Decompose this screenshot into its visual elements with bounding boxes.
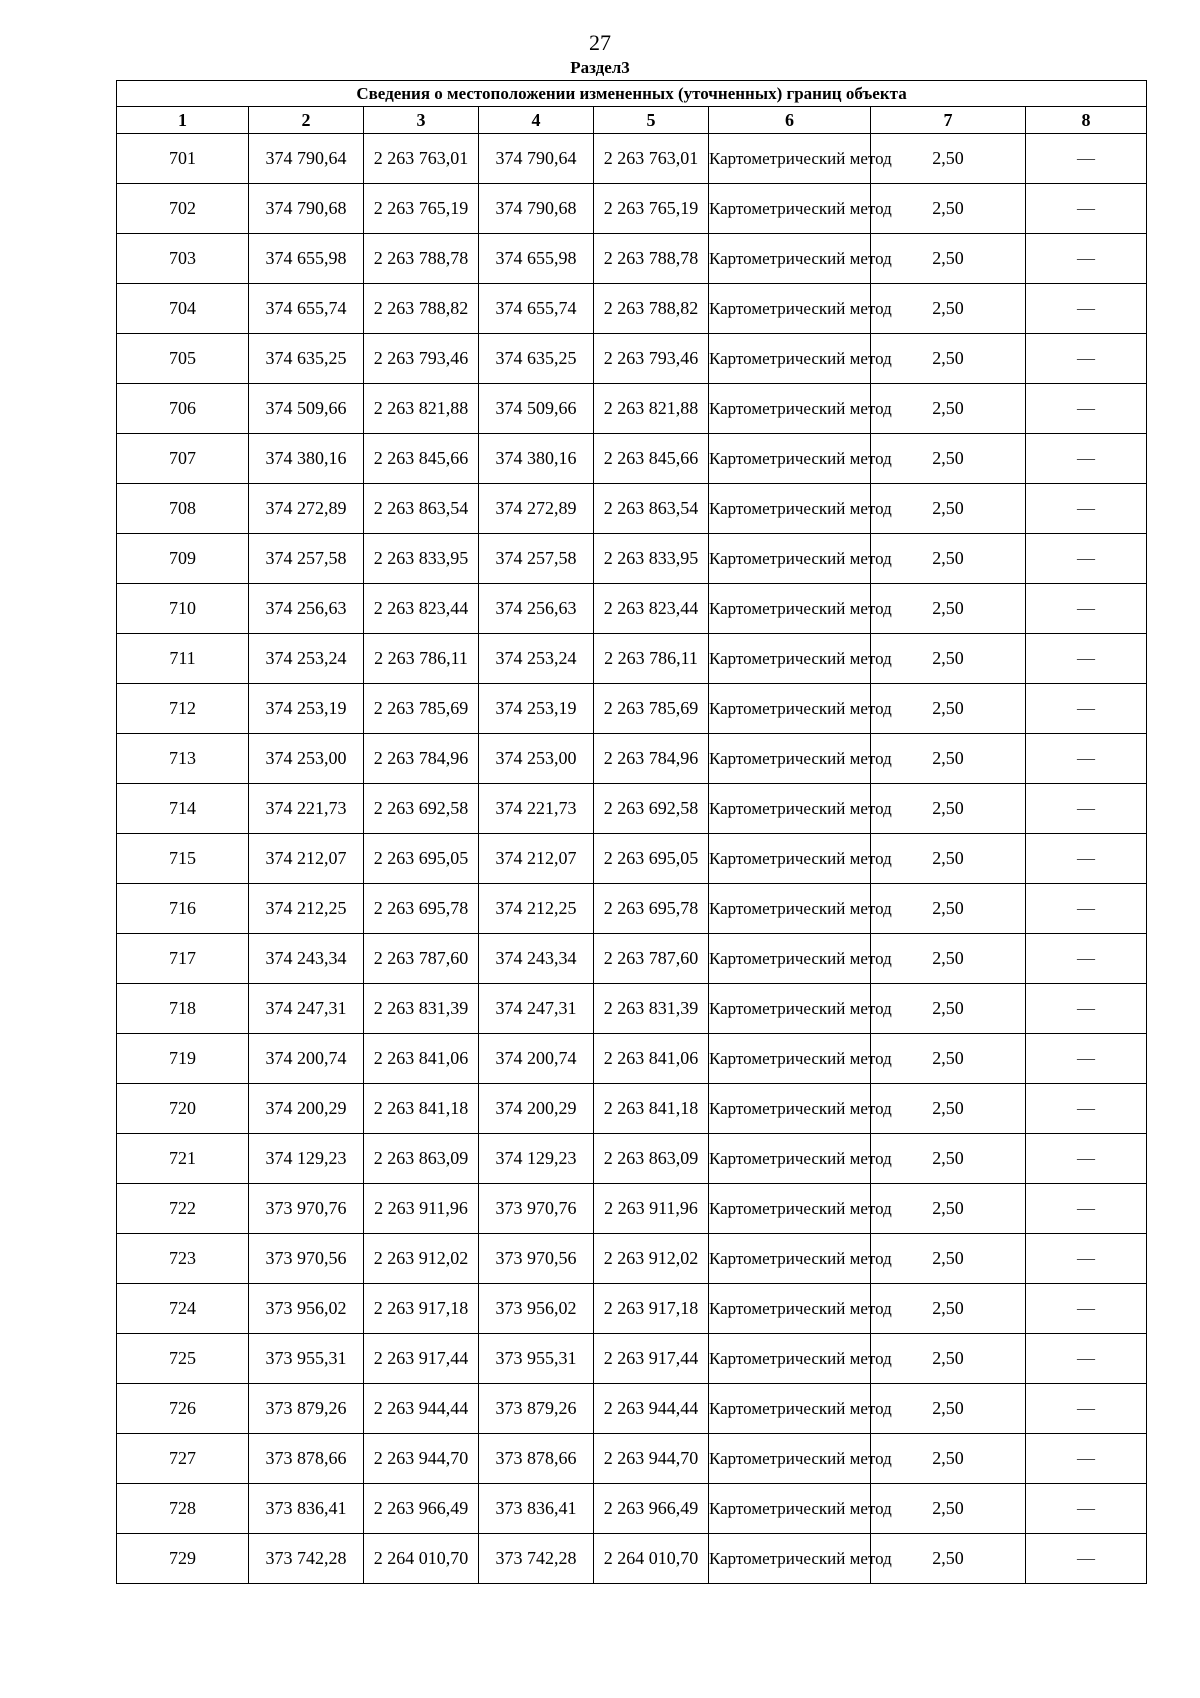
y-existing-cell: 2 263 863,54 [364, 484, 479, 534]
x-existing-cell: 373 970,56 [249, 1234, 364, 1284]
y-refined-cell: 2 263 787,60 [594, 934, 709, 984]
x-existing-cell: 374 243,34 [249, 934, 364, 984]
y-existing-cell: 2 263 845,66 [364, 434, 479, 484]
note-cell: — [1026, 284, 1147, 334]
accuracy-cell: 2,50 [871, 1384, 1026, 1434]
point-number-cell: 725 [117, 1334, 249, 1384]
note-cell: — [1026, 334, 1147, 384]
point-number-cell: 723 [117, 1234, 249, 1284]
method-cell: Картометрический метод [709, 534, 871, 584]
x-existing-cell: 374 635,25 [249, 334, 364, 384]
note-cell: — [1026, 234, 1147, 284]
y-refined-cell: 2 263 841,18 [594, 1084, 709, 1134]
accuracy-cell: 2,50 [871, 1284, 1026, 1334]
accuracy-cell: 2,50 [871, 984, 1026, 1034]
x-refined-cell: 374 256,63 [479, 584, 594, 634]
x-refined-cell: 374 655,98 [479, 234, 594, 284]
y-existing-cell: 2 263 786,11 [364, 634, 479, 684]
coordinates-table [116, 80, 1147, 1584]
x-refined-cell: 373 970,56 [479, 1234, 594, 1284]
table-row [117, 934, 1147, 984]
point-number-cell: 713 [117, 734, 249, 784]
x-existing-cell: 374 212,07 [249, 834, 364, 884]
x-existing-cell: 374 256,63 [249, 584, 364, 634]
accuracy-cell: 2,50 [871, 1034, 1026, 1084]
y-existing-cell: 2 263 841,06 [364, 1034, 479, 1084]
x-refined-cell: 374 635,25 [479, 334, 594, 384]
point-number-cell: 711 [117, 634, 249, 684]
x-refined-cell: 374 212,07 [479, 834, 594, 884]
table-row [117, 1034, 1147, 1084]
y-existing-cell: 2 263 788,82 [364, 284, 479, 334]
note-cell: — [1026, 784, 1147, 834]
x-existing-cell: 374 253,00 [249, 734, 364, 784]
table-row [117, 1134, 1147, 1184]
x-existing-cell: 374 655,98 [249, 234, 364, 284]
accuracy-cell: 2,50 [871, 784, 1026, 834]
accuracy-cell: 2,50 [871, 834, 1026, 884]
y-existing-cell: 2 263 784,96 [364, 734, 479, 784]
x-refined-cell: 373 836,41 [479, 1484, 594, 1534]
method-cell: Картометрический метод [709, 284, 871, 334]
note-cell: — [1026, 384, 1147, 434]
table-row [117, 384, 1147, 434]
x-refined-cell: 374 790,68 [479, 184, 594, 234]
point-number-cell: 728 [117, 1484, 249, 1534]
table-row [117, 734, 1147, 784]
note-cell: — [1026, 934, 1147, 984]
x-existing-cell: 374 221,73 [249, 784, 364, 834]
accuracy-cell: 2,50 [871, 1234, 1026, 1284]
y-refined-cell: 2 263 863,54 [594, 484, 709, 534]
point-number-cell: 724 [117, 1284, 249, 1334]
method-cell: Картометрический метод [709, 434, 871, 484]
x-refined-cell: 374 253,19 [479, 684, 594, 734]
accuracy-cell: 2,50 [871, 384, 1026, 434]
method-cell: Картометрический метод [709, 1234, 871, 1284]
table-row [117, 1534, 1147, 1584]
y-existing-cell: 2 263 966,49 [364, 1484, 479, 1534]
method-cell: Картометрический метод [709, 584, 871, 634]
table-row [117, 134, 1147, 184]
point-number-cell: 712 [117, 684, 249, 734]
x-existing-cell: 374 212,25 [249, 884, 364, 934]
y-refined-cell: 2 263 785,69 [594, 684, 709, 734]
method-cell: Картометрический метод [709, 934, 871, 984]
column-number: 2 [249, 107, 364, 134]
x-refined-cell: 374 790,64 [479, 134, 594, 184]
x-refined-cell: 374 247,31 [479, 984, 594, 1034]
y-refined-cell: 2 263 911,96 [594, 1184, 709, 1234]
x-existing-cell: 374 247,31 [249, 984, 364, 1034]
method-cell: Картометрический метод [709, 1534, 871, 1584]
y-refined-cell: 2 263 695,78 [594, 884, 709, 934]
point-number-cell: 714 [117, 784, 249, 834]
method-cell: Картометрический метод [709, 1484, 871, 1534]
method-cell: Картометрический метод [709, 734, 871, 784]
x-refined-cell: 374 200,74 [479, 1034, 594, 1084]
y-refined-cell: 2 263 944,44 [594, 1384, 709, 1434]
table-caption: Сведения о местоположении измененных (уточненных) границ объекта [117, 81, 1147, 107]
y-existing-cell: 2 263 787,60 [364, 934, 479, 984]
point-number-cell: 701 [117, 134, 249, 184]
column-number: 7 [871, 107, 1026, 134]
x-refined-cell: 374 380,16 [479, 434, 594, 484]
column-number: 3 [364, 107, 479, 134]
point-number-cell: 726 [117, 1384, 249, 1434]
method-cell: Картометрический метод [709, 484, 871, 534]
table-row [117, 234, 1147, 284]
x-existing-cell: 374 655,74 [249, 284, 364, 334]
method-cell: Картометрический метод [709, 784, 871, 834]
column-number: 8 [1026, 107, 1147, 134]
y-existing-cell: 2 263 917,44 [364, 1334, 479, 1384]
y-refined-cell: 2 263 821,88 [594, 384, 709, 434]
point-number-cell: 718 [117, 984, 249, 1034]
point-number-cell: 703 [117, 234, 249, 284]
x-existing-cell: 373 879,26 [249, 1384, 364, 1434]
method-cell: Картометрический метод [709, 134, 871, 184]
note-cell: — [1026, 1534, 1147, 1584]
point-number-cell: 721 [117, 1134, 249, 1184]
accuracy-cell: 2,50 [871, 734, 1026, 784]
y-existing-cell: 2 263 944,44 [364, 1384, 479, 1434]
y-refined-cell: 2 263 841,06 [594, 1034, 709, 1084]
method-cell: Картометрический метод [709, 634, 871, 684]
point-number-cell: 704 [117, 284, 249, 334]
x-refined-cell: 374 509,66 [479, 384, 594, 434]
table-row [117, 784, 1147, 834]
x-refined-cell: 374 129,23 [479, 1134, 594, 1184]
x-existing-cell: 374 790,64 [249, 134, 364, 184]
accuracy-cell: 2,50 [871, 184, 1026, 234]
accuracy-cell: 2,50 [871, 634, 1026, 684]
note-cell: — [1026, 1234, 1147, 1284]
table-row [117, 484, 1147, 534]
method-cell: Картометрический метод [709, 684, 871, 734]
x-existing-cell: 373 955,31 [249, 1334, 364, 1384]
accuracy-cell: 2,50 [871, 284, 1026, 334]
method-cell: Картометрический метод [709, 834, 871, 884]
method-cell: Картометрический метод [709, 184, 871, 234]
table-row [117, 1334, 1147, 1384]
note-cell: — [1026, 1434, 1147, 1484]
x-existing-cell: 374 380,16 [249, 434, 364, 484]
note-cell: — [1026, 1084, 1147, 1134]
x-refined-cell: 373 879,26 [479, 1384, 594, 1434]
note-cell: — [1026, 884, 1147, 934]
point-number-cell: 709 [117, 534, 249, 584]
y-refined-cell: 2 263 788,78 [594, 234, 709, 284]
section-title: Раздел3 [570, 58, 630, 77]
method-cell: Картометрический метод [709, 1084, 871, 1134]
x-refined-cell: 374 253,24 [479, 634, 594, 684]
accuracy-cell: 2,50 [871, 1434, 1026, 1484]
y-refined-cell: 2 263 912,02 [594, 1234, 709, 1284]
x-refined-cell: 374 257,58 [479, 534, 594, 584]
accuracy-cell: 2,50 [871, 1484, 1026, 1534]
column-number-row [117, 107, 1147, 134]
table-row [117, 284, 1147, 334]
table-row [117, 1384, 1147, 1434]
column-number: 5 [594, 107, 709, 134]
page-number: 27 [589, 30, 611, 55]
y-existing-cell: 2 263 841,18 [364, 1084, 479, 1134]
table-row [117, 1184, 1147, 1234]
method-cell: Картометрический метод [709, 1034, 871, 1084]
y-existing-cell: 2 263 833,95 [364, 534, 479, 584]
note-cell: — [1026, 984, 1147, 1034]
y-existing-cell: 2 263 831,39 [364, 984, 479, 1034]
y-existing-cell: 2 263 863,09 [364, 1134, 479, 1184]
point-number-cell: 720 [117, 1084, 249, 1134]
note-cell: — [1026, 184, 1147, 234]
x-refined-cell: 374 221,73 [479, 784, 594, 834]
y-refined-cell: 2 263 966,49 [594, 1484, 709, 1534]
table-row [117, 1434, 1147, 1484]
x-existing-cell: 374 257,58 [249, 534, 364, 584]
y-refined-cell: 2 263 784,96 [594, 734, 709, 784]
point-number-cell: 717 [117, 934, 249, 984]
y-refined-cell: 2 263 793,46 [594, 334, 709, 384]
y-refined-cell: 2 264 010,70 [594, 1534, 709, 1584]
y-refined-cell: 2 263 763,01 [594, 134, 709, 184]
x-refined-cell: 373 970,76 [479, 1184, 594, 1234]
x-existing-cell: 374 253,19 [249, 684, 364, 734]
point-number-cell: 715 [117, 834, 249, 884]
point-number-cell: 702 [117, 184, 249, 234]
table-row [117, 434, 1147, 484]
table-row [117, 984, 1147, 1034]
x-refined-cell: 373 878,66 [479, 1434, 594, 1484]
x-existing-cell: 373 956,02 [249, 1284, 364, 1334]
accuracy-cell: 2,50 [871, 1084, 1026, 1134]
table-row [117, 834, 1147, 884]
accuracy-cell: 2,50 [871, 1184, 1026, 1234]
point-number-cell: 719 [117, 1034, 249, 1084]
y-existing-cell: 2 263 788,78 [364, 234, 479, 284]
point-number-cell: 710 [117, 584, 249, 634]
x-existing-cell: 373 970,76 [249, 1184, 364, 1234]
note-cell: — [1026, 684, 1147, 734]
column-number: 6 [709, 107, 871, 134]
accuracy-cell: 2,50 [871, 1334, 1026, 1384]
column-number: 1 [117, 107, 249, 134]
method-cell: Картометрический метод [709, 984, 871, 1034]
note-cell: — [1026, 634, 1147, 684]
y-existing-cell: 2 263 695,05 [364, 834, 479, 884]
accuracy-cell: 2,50 [871, 484, 1026, 534]
table-row [117, 1234, 1147, 1284]
table-row [117, 884, 1147, 934]
note-cell: — [1026, 834, 1147, 884]
y-existing-cell: 2 263 695,78 [364, 884, 479, 934]
table-body [117, 134, 1147, 1584]
note-cell: — [1026, 134, 1147, 184]
method-cell: Картометрический метод [709, 1184, 871, 1234]
note-cell: — [1026, 1384, 1147, 1434]
x-refined-cell: 374 200,29 [479, 1084, 594, 1134]
note-cell: — [1026, 1184, 1147, 1234]
y-refined-cell: 2 263 917,44 [594, 1334, 709, 1384]
x-existing-cell: 374 253,24 [249, 634, 364, 684]
column-number: 4 [479, 107, 594, 134]
point-number-cell: 722 [117, 1184, 249, 1234]
note-cell: — [1026, 484, 1147, 534]
accuracy-cell: 2,50 [871, 1134, 1026, 1184]
accuracy-cell: 2,50 [871, 434, 1026, 484]
y-existing-cell: 2 263 821,88 [364, 384, 479, 434]
table-row [117, 1484, 1147, 1534]
x-existing-cell: 373 878,66 [249, 1434, 364, 1484]
y-refined-cell: 2 263 786,11 [594, 634, 709, 684]
point-number-cell: 706 [117, 384, 249, 434]
y-existing-cell: 2 263 911,96 [364, 1184, 479, 1234]
table-row [117, 584, 1147, 634]
y-existing-cell: 2 263 912,02 [364, 1234, 479, 1284]
y-existing-cell: 2 263 917,18 [364, 1284, 479, 1334]
table-caption-row [117, 81, 1147, 107]
x-refined-cell: 374 253,00 [479, 734, 594, 784]
x-refined-cell: 374 212,25 [479, 884, 594, 934]
method-cell: Картометрический метод [709, 1134, 871, 1184]
note-cell: — [1026, 1134, 1147, 1184]
accuracy-cell: 2,50 [871, 684, 1026, 734]
x-refined-cell: 373 742,28 [479, 1534, 594, 1584]
y-refined-cell: 2 263 765,19 [594, 184, 709, 234]
method-cell: Картометрический метод [709, 1284, 871, 1334]
note-cell: — [1026, 434, 1147, 484]
x-existing-cell: 374 509,66 [249, 384, 364, 434]
note-cell: — [1026, 1034, 1147, 1084]
accuracy-cell: 2,50 [871, 234, 1026, 284]
accuracy-cell: 2,50 [871, 334, 1026, 384]
point-number-cell: 727 [117, 1434, 249, 1484]
table-row [117, 534, 1147, 584]
y-refined-cell: 2 263 845,66 [594, 434, 709, 484]
point-number-cell: 705 [117, 334, 249, 384]
table-row [117, 184, 1147, 234]
y-refined-cell: 2 263 917,18 [594, 1284, 709, 1334]
accuracy-cell: 2,50 [871, 534, 1026, 584]
y-refined-cell: 2 263 695,05 [594, 834, 709, 884]
x-refined-cell: 373 956,02 [479, 1284, 594, 1334]
y-refined-cell: 2 263 833,95 [594, 534, 709, 584]
accuracy-cell: 2,50 [871, 1534, 1026, 1584]
table-row [117, 1084, 1147, 1134]
accuracy-cell: 2,50 [871, 134, 1026, 184]
method-cell: Картометрический метод [709, 334, 871, 384]
x-existing-cell: 373 742,28 [249, 1534, 364, 1584]
point-number-cell: 707 [117, 434, 249, 484]
table-row [117, 334, 1147, 384]
x-refined-cell: 373 955,31 [479, 1334, 594, 1384]
x-existing-cell: 374 200,29 [249, 1084, 364, 1134]
y-refined-cell: 2 263 944,70 [594, 1434, 709, 1484]
x-existing-cell: 374 129,23 [249, 1134, 364, 1184]
table-row [117, 684, 1147, 734]
method-cell: Картометрический метод [709, 1384, 871, 1434]
accuracy-cell: 2,50 [871, 934, 1026, 984]
x-refined-cell: 374 243,34 [479, 934, 594, 984]
y-existing-cell: 2 263 823,44 [364, 584, 479, 634]
point-number-cell: 729 [117, 1534, 249, 1584]
method-cell: Картометрический метод [709, 1434, 871, 1484]
y-refined-cell: 2 263 692,58 [594, 784, 709, 834]
y-existing-cell: 2 263 793,46 [364, 334, 479, 384]
note-cell: — [1026, 734, 1147, 784]
point-number-cell: 716 [117, 884, 249, 934]
y-refined-cell: 2 263 788,82 [594, 284, 709, 334]
note-cell: — [1026, 1484, 1147, 1534]
note-cell: — [1026, 584, 1147, 634]
x-existing-cell: 374 272,89 [249, 484, 364, 534]
note-cell: — [1026, 534, 1147, 584]
accuracy-cell: 2,50 [871, 884, 1026, 934]
x-refined-cell: 374 272,89 [479, 484, 594, 534]
method-cell: Картометрический метод [709, 384, 871, 434]
table-row [117, 634, 1147, 684]
point-number-cell: 708 [117, 484, 249, 534]
y-existing-cell: 2 263 765,19 [364, 184, 479, 234]
y-refined-cell: 2 263 823,44 [594, 584, 709, 634]
y-refined-cell: 2 263 863,09 [594, 1134, 709, 1184]
note-cell: — [1026, 1284, 1147, 1334]
y-existing-cell: 2 264 010,70 [364, 1534, 479, 1584]
y-existing-cell: 2 263 944,70 [364, 1434, 479, 1484]
y-existing-cell: 2 263 785,69 [364, 684, 479, 734]
table-row [117, 1284, 1147, 1334]
note-cell: — [1026, 1334, 1147, 1384]
y-existing-cell: 2 263 692,58 [364, 784, 479, 834]
x-existing-cell: 374 200,74 [249, 1034, 364, 1084]
accuracy-cell: 2,50 [871, 584, 1026, 634]
x-existing-cell: 373 836,41 [249, 1484, 364, 1534]
method-cell: Картометрический метод [709, 884, 871, 934]
y-existing-cell: 2 263 763,01 [364, 134, 479, 184]
y-refined-cell: 2 263 831,39 [594, 984, 709, 1034]
x-existing-cell: 374 790,68 [249, 184, 364, 234]
method-cell: Картометрический метод [709, 234, 871, 284]
x-refined-cell: 374 655,74 [479, 284, 594, 334]
method-cell: Картометрический метод [709, 1334, 871, 1384]
